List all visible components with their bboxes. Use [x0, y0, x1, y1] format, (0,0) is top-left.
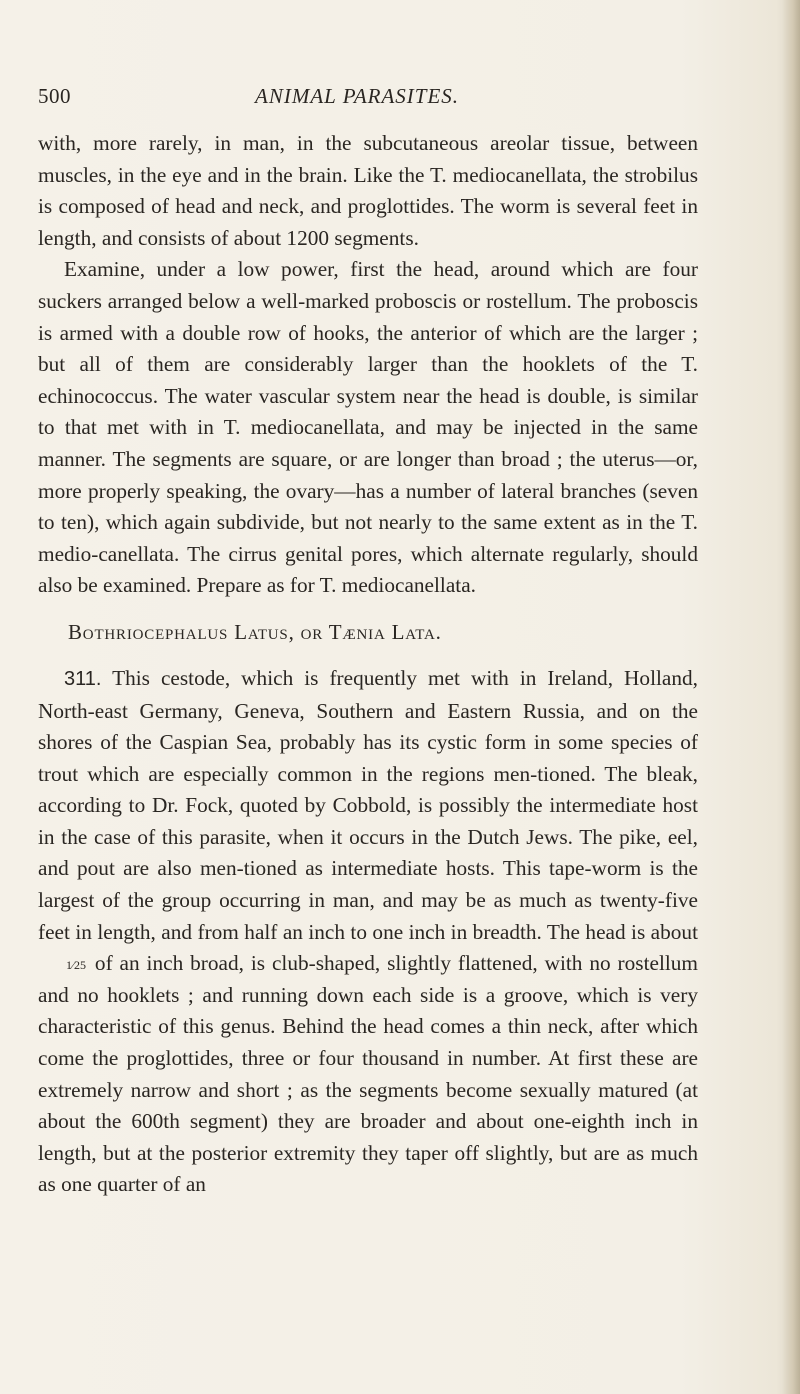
- running-head: ANIMAL PARASITES.: [255, 84, 460, 108]
- page-edge-shadow: [782, 0, 800, 1394]
- page-number: 500: [38, 84, 71, 108]
- page-header: [38, 84, 698, 114]
- section-heading: Bothriocephalus Latus, or Tænia Lata.: [68, 619, 442, 644]
- paragraph-number: 311.: [64, 667, 102, 690]
- paragraph-3-text-b: of an inch broad, is club-shaped, slightly flattened, with no rostellum and no hooklets ; and running down each side is a groove, which is very characteristic of this genus. Behind the head comes a thin neck, after which come the proglottides, three or four thousand in number. At first these are extremely narrow and short ; as the segments become sexually matured (at about the 600th segment) they are broader and about one-eighth inch in length, but at the posterior extremity they taper off slightly, but are as much as one quarter of an: [38, 951, 698, 1197]
- paragraph-3: 311. This cestode, which is frequently met with in Ireland, Holland, North-east Germany, Geneva, Southern and Eastern Russia, and on the shores of the Caspian Sea, probably has its cystic form in some species of trout which are especially common in the regions men-tioned. The bleak, according to Dr. Fock, quoted by Cobbold, is possibly the intermediate host in the case of this parasite, when it occurs in the Dutch Jews. The pike, eel, and pout are also men-tioned as intermediate hosts. This tape-worm is the largest of the group occurring in man, and may be as much as twenty-five feet in length, and from half an inch to one inch in breadth. The head is about 1⁄25 of an inch broad, is club-shaped, slightly flattened, with no rostellum and no hooklets ; and running down each side is a groove, which is very characteristic of this genus. Behind the head comes a thin neck, after which come the proglottides, three or four thousand in number. At first these are extremely narrow and short ; as the segments become sexually matured (at about the 600th segment) they are broader and about one-eighth inch in length, but at the posterior extremity they taper off slightly, but are as much as one quarter of an: [38, 665, 698, 1197]
- body-text: [38, 128, 698, 1201]
- paragraph-2: Examine, under a low power, first the head, around which are four suckers arranged below a well-marked proboscis or rostellum. The proboscis is armed with a double row of hooks, the anterior of which are the larger ; but all of them are considerably larger than the hooklets of the T. echinococcus. The water vascular system near the head is double, is similar to that met with in T. mediocanellata, and may be injected in the same manner. The segments are square, or are longer than broad ; the uterus—or, more properly speaking, the ovary—has a number of lateral branches (seven to ten), which again subdivide, but not nearly to the same extent as in the T. medio-canellata. The cirrus genital pores, which alternate regularly, should also be examined. Prepare as for T. mediocanellata.: [38, 257, 698, 598]
- paragraph-1: with, more rarely, in man, in the subcutaneous areolar tissue, between muscles, in the eye and in the brain. Like the T. mediocanellata, the strobilus is composed of head and neck, and proglottides. The worm is several feet in length, and consists of about 1200 segments.: [38, 131, 698, 250]
- paragraph-3-text-a: This cestode, which is frequently met with in Ireland, Holland, North-east Germany, Geneva, Southern and Eastern Russia, and on the shores of the Caspian Sea, probably has its cystic form in some species of trout which are especially common in the regions men-tioned. The bleak, according to Dr. Fock, quoted by Cobbold, is possibly the intermediate host in the case of this parasite, when it occurs in the Dutch Jews. The pike, eel, and pout are also men-tioned as intermediate hosts. This tape-worm is the largest of the group occurring in man, and may be as much as twenty-five feet in length, and from half an inch to one inch in breadth. The head is about: [38, 665, 698, 944]
